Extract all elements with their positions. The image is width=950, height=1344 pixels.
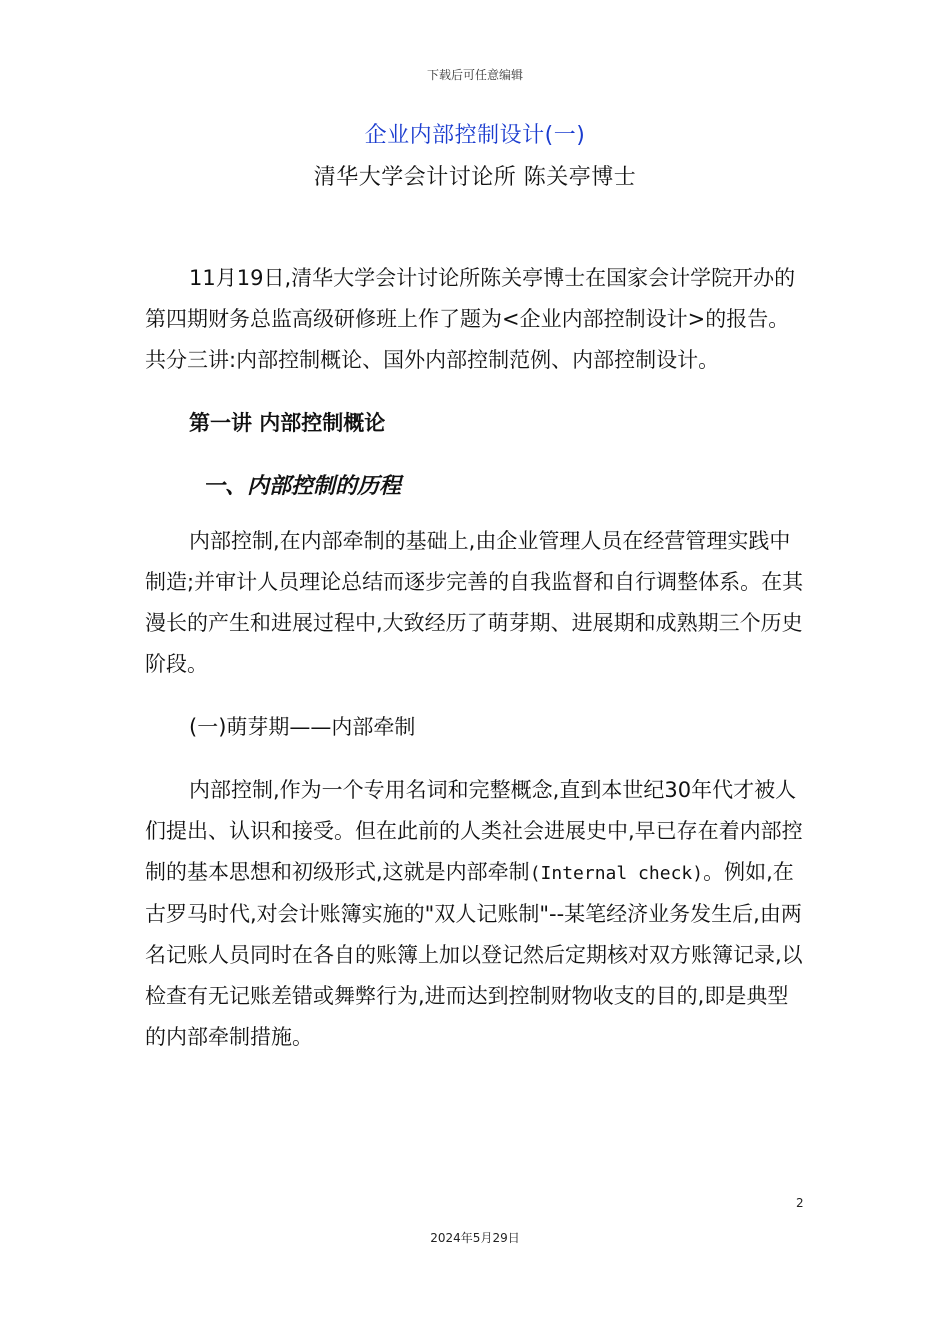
page-number: 2 bbox=[796, 1196, 804, 1210]
document-subtitle: 清华大学会计讨论所 陈关亭博士 bbox=[313, 165, 637, 190]
document-body bbox=[145, 258, 807, 1058]
embryo-paragraph bbox=[145, 770, 807, 1058]
lecture-heading: 第一讲 内部控制概论 bbox=[189, 411, 386, 435]
internal-check-term: (Internal check) bbox=[529, 863, 704, 884]
document-title: 企业内部控制设计(一) bbox=[364, 123, 586, 148]
history-paragraph: 内部控制,在内部牵制的基础上,由企业管理人员在经营管理实践中制造;并审计人员理论总结而逐步完善的自我监督和自行调整体系。在其漫长的产生和进展过程中,大致经历了萌芽期、进展期和成熟期三个历史阶段。 bbox=[145, 529, 804, 676]
intro-paragraph: 11月19日,清华大学会计讨论所陈关亭博士在国家会计学院开办的第四期财务总监高级研修班上作了题为<企业内部控制设计>的报告。共分三讲:内部控制概论、国外内部控制范例、内部控制设计。 bbox=[145, 266, 796, 372]
embryo-text-part1: 内部控制,作为一个专用名词和完整概念,直到本世纪30年代才被人们提出、认识和接受。但在此前的人类社会进展史中,早已存在着内部控制的基本思想和初级形式,这就是内部牵制 bbox=[145, 778, 803, 884]
embryo-text-part2: 。例如,在古罗马时代,对会计账簿实施的"双人记账制"--某笔经济业务发生后,由两名记账人员同时在各自的账簿上加以登记然后定期核对双方账簿记录,以检查有无记账差错或舞弊行为,进而达到控制财物收支的目的,即是典型的内部牵制措施。 bbox=[145, 860, 803, 1049]
sub-heading: (一)萌芽期——内部牵制 bbox=[189, 715, 416, 739]
header-note: 下载后可任意编辑 bbox=[426, 68, 523, 82]
section-heading: 一、内部控制的历程 bbox=[203, 474, 402, 499]
footer-date: 2024年5月29日 bbox=[430, 1231, 520, 1245]
